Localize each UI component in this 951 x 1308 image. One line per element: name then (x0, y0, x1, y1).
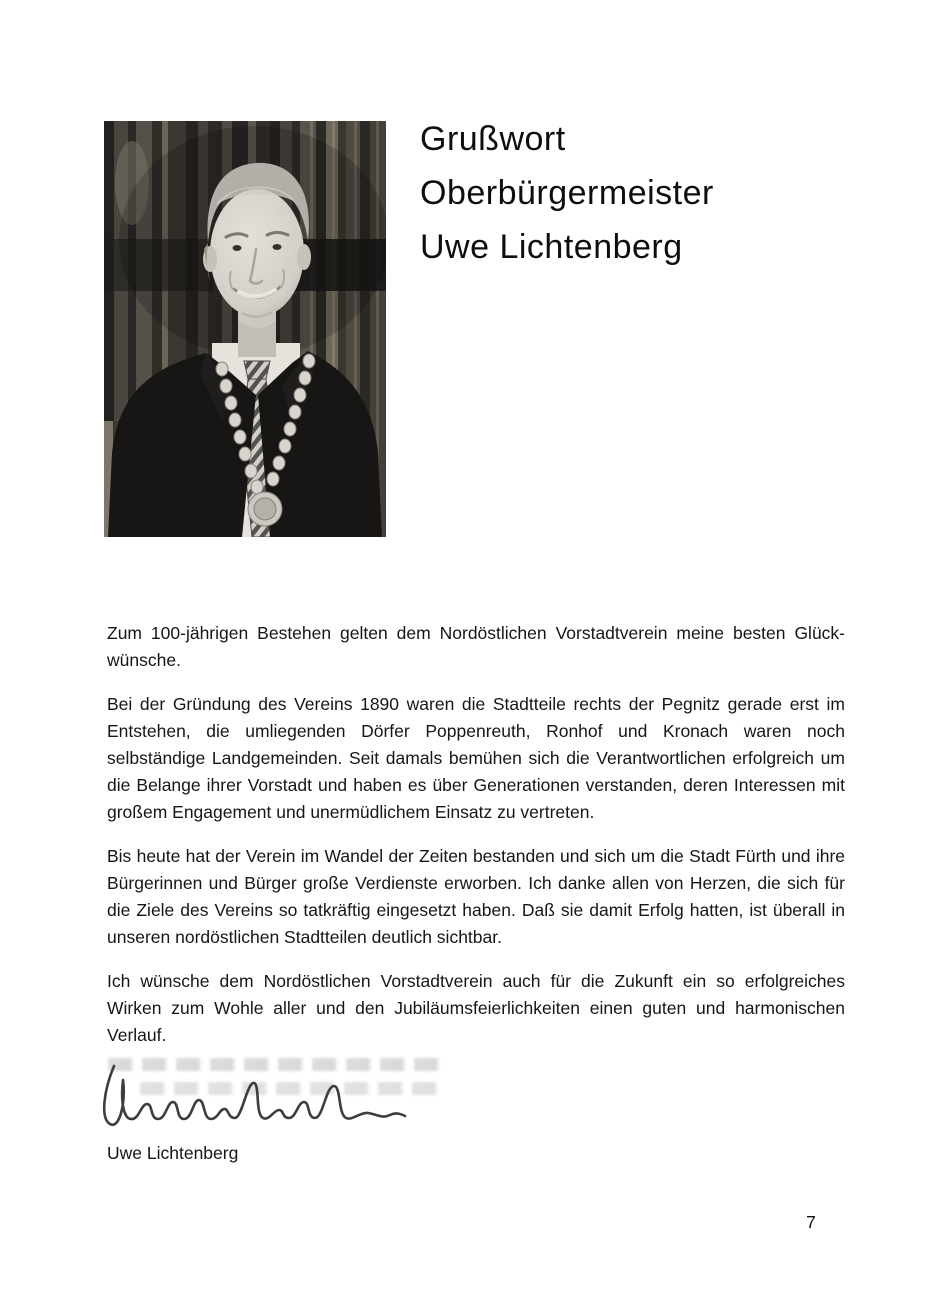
paragraph-1: Zum 100-jährigen Bestehen gelten dem Nordöstlichen Vorstadtverein meine besten Glückwünsche. (107, 623, 845, 670)
paragraph-2: Bei der Gründung des Vereins 1890 waren die Stadtteile rechts der Pegnitz gerade erst im Entstehen, die umliegenden Dörfer Poppenreuth, Ronhof und Kronach waren noch selbständige Landgemeinden. Seit damals bemühen sich die Verantwortlichen erfolgreich um die Belange ihrer Vorstadt und haben es über Generationen verstanden, deren Interessen mit großem Engagement und unermüdlichem Einsatz zu vertreten. (107, 694, 845, 822)
page-title (420, 112, 840, 274)
page-number: 7 (806, 1212, 816, 1232)
body-text (107, 620, 845, 1066)
portrait-photo (104, 121, 386, 537)
portrait-photo-image (104, 121, 386, 537)
paragraph-4: Ich wünsche dem Nordöstlichen Vorstadtverein auch für die Zukunft ein so erfolgreiches Wirken zum Wohle aller und den Jubiläumsfeierlichkeiten einen guten und harmonischen Verlauf. (107, 971, 845, 1045)
title-line-uwe-lichtenberg: Uwe Lichtenberg (420, 228, 683, 266)
title-line-grusswort: Grußwort (420, 120, 566, 158)
signature-block (98, 1052, 458, 1148)
title-line-oberbuergermeister: Oberbürgermeister (420, 174, 714, 212)
signature-name: Uwe Lichtenberg (107, 1143, 239, 1163)
paragraph-3: Bis heute hat der Verein im Wandel der Zeiten bestanden und sich um die Stadt Fürth und ihre Bürgerinnen und Bürger große Verdienste erworben. Ich danke allen von Herzen, die sich für die Ziele des Vereins so tatkräftig eingesetzt haben. Daß sie damit Erfolg hatten, ist überall in unseren nordöstlichen Stadtteilen deutlich sichtbar. (107, 846, 845, 947)
signature-image (98, 1056, 410, 1144)
